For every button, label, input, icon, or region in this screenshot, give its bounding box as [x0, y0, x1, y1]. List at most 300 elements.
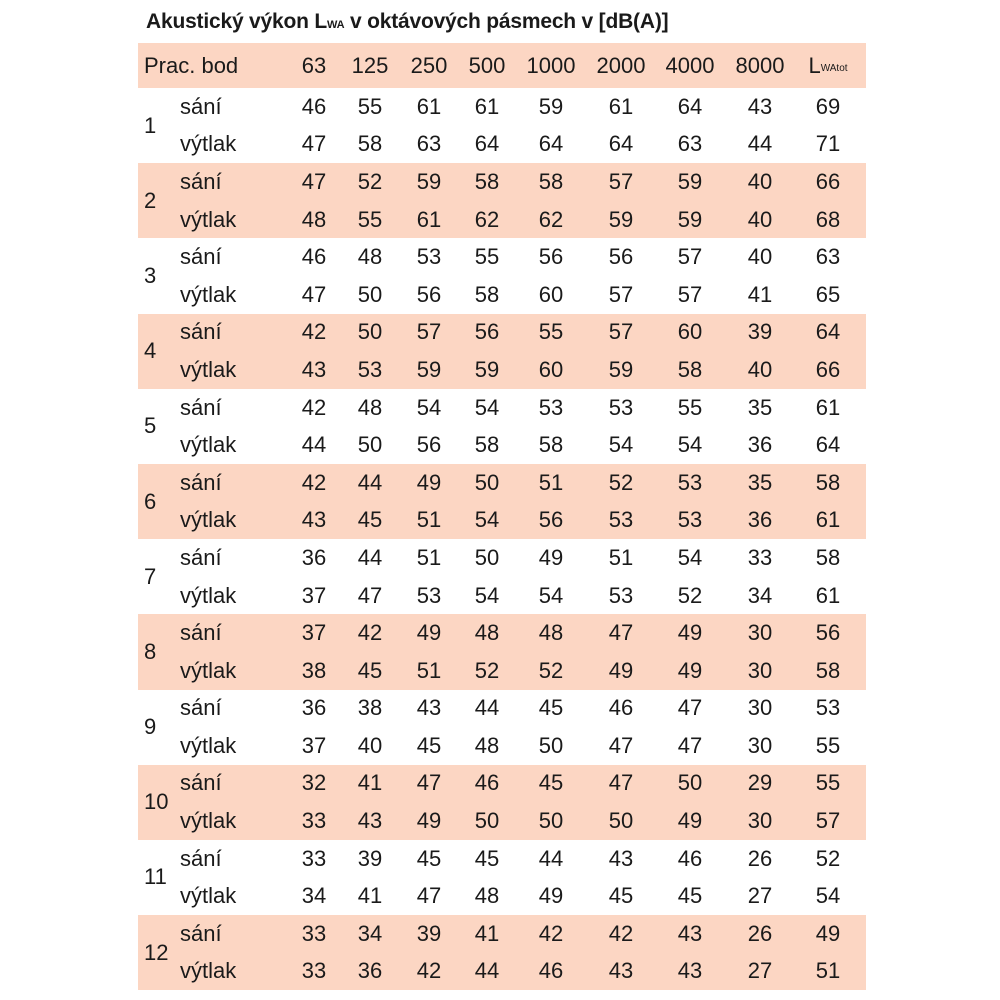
band-value: 45 [538, 770, 564, 796]
band-value: 46 [474, 770, 500, 796]
row-type-label: výtlak [180, 432, 237, 458]
total-value: 65 [815, 281, 841, 307]
band-value: 43 [301, 356, 327, 382]
band-value: 50 [538, 808, 564, 834]
band-value: 41 [357, 770, 383, 796]
row-type-label: sání [180, 319, 222, 345]
band-value: 40 [747, 168, 773, 194]
band-value: 53 [538, 394, 564, 420]
band-value: 47 [608, 732, 634, 758]
octave-band-table [138, 43, 866, 990]
band-value: 45 [608, 883, 634, 909]
band-value: 38 [301, 657, 327, 683]
band-value: 64 [474, 131, 500, 157]
band-value: 36 [747, 432, 773, 458]
band-value: 47 [416, 883, 442, 909]
band-value: 30 [747, 620, 773, 646]
point-group-3 [138, 238, 866, 313]
band-value: 63 [677, 131, 703, 157]
band-value: 50 [357, 319, 383, 345]
table-row [138, 840, 866, 878]
band-value: 48 [301, 206, 327, 232]
band-value: 30 [747, 657, 773, 683]
band-value: 57 [416, 319, 442, 345]
band-value: 43 [677, 958, 703, 984]
band-value: 49 [538, 544, 564, 570]
band-value: 50 [677, 770, 703, 796]
band-value: 55 [357, 206, 383, 232]
row-type-label: sání [180, 244, 222, 270]
total-value: 61 [815, 394, 841, 420]
band-value: 33 [301, 808, 327, 834]
band-value: 46 [608, 695, 634, 721]
band-value: 47 [608, 620, 634, 646]
table-row [138, 577, 866, 615]
band-value: 39 [357, 845, 383, 871]
row-type-label: výtlak [180, 883, 237, 909]
band-value: 49 [677, 808, 703, 834]
total-value: 55 [815, 732, 841, 758]
row-type-label: sání [180, 394, 222, 420]
band-value: 51 [416, 507, 442, 533]
band-value: 36 [301, 544, 327, 570]
band-value: 56 [608, 244, 634, 270]
band-value: 49 [416, 808, 442, 834]
band-value: 26 [747, 845, 773, 871]
band-value: 59 [677, 206, 703, 232]
band-value: 33 [301, 920, 327, 946]
band-value: 59 [608, 356, 634, 382]
band-value: 44 [538, 845, 564, 871]
band-value: 58 [474, 432, 500, 458]
row-type-label: výtlak [180, 732, 237, 758]
table-title [146, 10, 668, 34]
band-value: 50 [608, 808, 634, 834]
band-value: 27 [747, 883, 773, 909]
band-value: 45 [677, 883, 703, 909]
band-value: 49 [608, 657, 634, 683]
band-value: 51 [538, 469, 564, 495]
table-row [138, 464, 866, 502]
header-total [798, 43, 858, 88]
band-value: 34 [301, 883, 327, 909]
band-value: 48 [357, 244, 383, 270]
row-type-label: sání [180, 620, 222, 646]
band-value: 42 [357, 620, 383, 646]
band-value: 53 [677, 469, 703, 495]
row-type-label: sání [180, 93, 222, 119]
row-type-label: výtlak [180, 131, 237, 157]
band-value: 58 [538, 168, 564, 194]
table-row [138, 502, 866, 540]
band-value: 52 [677, 582, 703, 608]
band-value: 55 [538, 319, 564, 345]
band-value: 30 [747, 695, 773, 721]
band-value: 60 [538, 281, 564, 307]
table-row [138, 727, 866, 765]
band-value: 50 [357, 432, 383, 458]
band-value: 53 [608, 394, 634, 420]
band-value: 53 [416, 244, 442, 270]
point-number: 4 [144, 338, 157, 364]
total-value: 61 [815, 582, 841, 608]
band-value: 49 [416, 620, 442, 646]
band-value: 54 [538, 582, 564, 608]
point-number: 7 [144, 563, 157, 589]
band-value: 54 [416, 394, 442, 420]
table-row [138, 915, 866, 953]
band-value: 33 [301, 845, 327, 871]
band-value: 55 [474, 244, 500, 270]
band-value: 57 [608, 319, 634, 345]
band-value: 33 [747, 544, 773, 570]
row-type-label: výtlak [180, 582, 237, 608]
table-header [138, 43, 866, 88]
header-working-point: Prac. bod [144, 52, 239, 78]
band-value: 61 [608, 93, 634, 119]
total-value: 51 [815, 958, 841, 984]
band-value: 60 [677, 319, 703, 345]
point-number: 10 [144, 789, 169, 815]
band-value: 54 [677, 544, 703, 570]
band-value: 55 [357, 93, 383, 119]
header-total-subscript: WAtot [820, 63, 848, 74]
title-main: Akustický výkon L [146, 10, 328, 33]
table-row [138, 426, 866, 464]
band-value: 34 [357, 920, 383, 946]
total-value: 54 [815, 883, 841, 909]
band-value: 53 [416, 582, 442, 608]
band-value: 64 [677, 93, 703, 119]
band-value: 59 [608, 206, 634, 232]
point-group-4 [138, 314, 866, 389]
header-band-0: 63 [301, 52, 327, 78]
point-group-11 [138, 840, 866, 915]
band-value: 30 [747, 732, 773, 758]
band-value: 26 [747, 920, 773, 946]
band-value: 40 [747, 244, 773, 270]
title-rest: v oktávových pásmech v [dB(A)] [344, 10, 669, 33]
total-value: 61 [815, 507, 841, 533]
band-value: 48 [474, 620, 500, 646]
band-value: 47 [301, 131, 327, 157]
band-value: 56 [416, 432, 442, 458]
band-value: 56 [538, 244, 564, 270]
total-value: 55 [815, 770, 841, 796]
row-type-label: sání [180, 770, 222, 796]
band-value: 36 [357, 958, 383, 984]
band-value: 48 [474, 883, 500, 909]
table-row [138, 163, 866, 201]
table-row [138, 351, 866, 389]
total-value: 69 [815, 93, 841, 119]
total-value: 58 [815, 544, 841, 570]
row-type-label: výtlak [180, 808, 237, 834]
row-type-label: výtlak [180, 206, 237, 232]
total-value: 58 [815, 657, 841, 683]
band-value: 54 [677, 432, 703, 458]
band-value: 58 [677, 356, 703, 382]
point-number: 5 [144, 413, 157, 439]
band-value: 42 [301, 394, 327, 420]
band-value: 53 [608, 582, 634, 608]
band-value: 59 [416, 168, 442, 194]
band-value: 37 [301, 620, 327, 646]
band-value: 58 [474, 281, 500, 307]
band-value: 45 [538, 695, 564, 721]
band-value: 56 [538, 507, 564, 533]
band-value: 51 [416, 657, 442, 683]
band-value: 44 [357, 544, 383, 570]
band-value: 62 [474, 206, 500, 232]
band-value: 50 [474, 544, 500, 570]
band-value: 52 [608, 469, 634, 495]
point-group-8 [138, 614, 866, 689]
band-value: 51 [416, 544, 442, 570]
point-number: 12 [144, 939, 169, 965]
row-type-label: sání [180, 845, 222, 871]
total-value: 63 [815, 244, 841, 270]
table-row [138, 690, 866, 728]
band-value: 52 [357, 168, 383, 194]
band-value: 54 [474, 394, 500, 420]
band-value: 41 [357, 883, 383, 909]
band-value: 59 [538, 93, 564, 119]
header-band-7: 8000 [735, 52, 785, 78]
band-value: 43 [357, 808, 383, 834]
band-value: 55 [677, 394, 703, 420]
point-group-9 [138, 690, 866, 765]
table-row [138, 539, 866, 577]
band-value: 59 [416, 356, 442, 382]
band-value: 52 [474, 657, 500, 683]
band-value: 44 [357, 469, 383, 495]
band-value: 63 [416, 131, 442, 157]
band-value: 43 [301, 507, 327, 533]
band-value: 45 [416, 845, 442, 871]
total-value: 68 [815, 206, 841, 232]
band-value: 43 [747, 93, 773, 119]
band-value: 40 [357, 732, 383, 758]
table-row [138, 877, 866, 915]
band-value: 35 [747, 469, 773, 495]
band-value: 42 [538, 920, 564, 946]
point-number: 8 [144, 638, 157, 664]
header-band-2: 250 [410, 52, 448, 78]
band-value: 54 [474, 582, 500, 608]
band-value: 46 [677, 845, 703, 871]
band-value: 47 [608, 770, 634, 796]
band-value: 45 [357, 507, 383, 533]
total-value: 66 [815, 168, 841, 194]
point-group-5 [138, 389, 866, 464]
band-value: 59 [474, 356, 500, 382]
band-value: 46 [301, 93, 327, 119]
table-row [138, 802, 866, 840]
band-value: 51 [608, 544, 634, 570]
band-value: 47 [357, 582, 383, 608]
band-value: 46 [538, 958, 564, 984]
point-group-2 [138, 163, 866, 238]
total-value: 57 [815, 808, 841, 834]
band-value: 43 [416, 695, 442, 721]
header-band-4: 1000 [526, 52, 576, 78]
band-value: 42 [608, 920, 634, 946]
table-row [138, 276, 866, 314]
row-type-label: sání [180, 695, 222, 721]
band-value: 50 [474, 808, 500, 834]
band-value: 37 [301, 732, 327, 758]
row-type-label: sání [180, 544, 222, 570]
band-value: 38 [357, 695, 383, 721]
table-row [138, 652, 866, 690]
header-band-1: 125 [351, 52, 389, 78]
header-band-3: 500 [468, 52, 506, 78]
band-value: 42 [301, 469, 327, 495]
band-value: 47 [301, 281, 327, 307]
band-value: 64 [538, 131, 564, 157]
band-value: 54 [608, 432, 634, 458]
header-band-5: 2000 [596, 52, 646, 78]
band-value: 59 [677, 168, 703, 194]
band-value: 64 [608, 131, 634, 157]
band-value: 47 [677, 695, 703, 721]
band-value: 56 [416, 281, 442, 307]
total-value: 53 [815, 695, 841, 721]
band-value: 41 [747, 281, 773, 307]
band-value: 39 [416, 920, 442, 946]
band-value: 43 [608, 845, 634, 871]
band-value: 57 [677, 281, 703, 307]
band-value: 48 [538, 620, 564, 646]
band-value: 46 [301, 244, 327, 270]
point-group-12 [138, 915, 866, 990]
band-value: 47 [416, 770, 442, 796]
band-value: 61 [416, 206, 442, 232]
band-value: 48 [357, 394, 383, 420]
band-value: 42 [416, 958, 442, 984]
band-value: 56 [474, 319, 500, 345]
row-type-label: sání [180, 168, 222, 194]
band-value: 29 [747, 770, 773, 796]
band-value: 49 [538, 883, 564, 909]
band-value: 50 [538, 732, 564, 758]
point-group-1 [138, 88, 866, 163]
band-value: 48 [474, 732, 500, 758]
table-row [138, 88, 866, 126]
band-value: 45 [474, 845, 500, 871]
band-value: 43 [677, 920, 703, 946]
table-row [138, 953, 866, 991]
table-row [138, 126, 866, 164]
row-type-label: výtlak [180, 281, 237, 307]
point-group-10 [138, 765, 866, 840]
band-value: 58 [474, 168, 500, 194]
band-value: 34 [747, 582, 773, 608]
band-value: 45 [357, 657, 383, 683]
band-value: 45 [416, 732, 442, 758]
band-value: 53 [677, 507, 703, 533]
total-value: 66 [815, 356, 841, 382]
band-value: 53 [608, 507, 634, 533]
band-value: 57 [677, 244, 703, 270]
table-row [138, 765, 866, 803]
table-body [138, 88, 866, 990]
band-value: 61 [474, 93, 500, 119]
band-value: 58 [357, 131, 383, 157]
band-value: 40 [747, 356, 773, 382]
band-value: 60 [538, 356, 564, 382]
total-value: 64 [815, 319, 841, 345]
band-value: 44 [474, 695, 500, 721]
band-value: 44 [301, 432, 327, 458]
band-value: 41 [474, 920, 500, 946]
band-value: 54 [474, 507, 500, 533]
point-number: 11 [144, 864, 167, 890]
band-value: 42 [301, 319, 327, 345]
band-value: 50 [357, 281, 383, 307]
band-value: 35 [747, 394, 773, 420]
band-value: 44 [474, 958, 500, 984]
band-value: 44 [747, 131, 773, 157]
band-value: 49 [677, 620, 703, 646]
point-group-7 [138, 539, 866, 614]
band-value: 53 [357, 356, 383, 382]
row-type-label: výtlak [180, 657, 237, 683]
total-value: 52 [815, 845, 841, 871]
band-value: 49 [416, 469, 442, 495]
table-row [138, 201, 866, 239]
table-row [138, 614, 866, 652]
point-number: 6 [144, 488, 157, 514]
row-type-label: sání [180, 920, 222, 946]
band-value: 62 [538, 206, 564, 232]
band-value: 43 [608, 958, 634, 984]
row-type-label: výtlak [180, 356, 237, 382]
total-value: 56 [815, 620, 841, 646]
band-value: 37 [301, 582, 327, 608]
total-value: 49 [815, 920, 841, 946]
band-value: 33 [301, 958, 327, 984]
total-value: 64 [815, 432, 841, 458]
title-subscript: WA [327, 19, 345, 31]
point-group-6 [138, 464, 866, 539]
table-row [138, 389, 866, 427]
point-number: 2 [144, 187, 157, 213]
band-value: 49 [677, 657, 703, 683]
row-type-label: výtlak [180, 958, 237, 984]
table-row [138, 238, 866, 276]
band-value: 39 [747, 319, 773, 345]
band-value: 36 [301, 695, 327, 721]
total-value: 71 [815, 131, 841, 157]
row-type-label: výtlak [180, 507, 237, 533]
band-value: 30 [747, 808, 773, 834]
row-type-label: sání [180, 469, 222, 495]
band-value: 57 [608, 281, 634, 307]
band-value: 27 [747, 958, 773, 984]
band-value: 40 [747, 206, 773, 232]
band-value: 61 [416, 93, 442, 119]
header-band-6: 4000 [665, 52, 715, 78]
point-number: 1 [144, 112, 157, 138]
band-value: 58 [538, 432, 564, 458]
band-value: 50 [474, 469, 500, 495]
point-number: 9 [144, 714, 157, 740]
band-value: 47 [301, 168, 327, 194]
header-total-main: L [808, 52, 821, 78]
table-row [138, 314, 866, 352]
